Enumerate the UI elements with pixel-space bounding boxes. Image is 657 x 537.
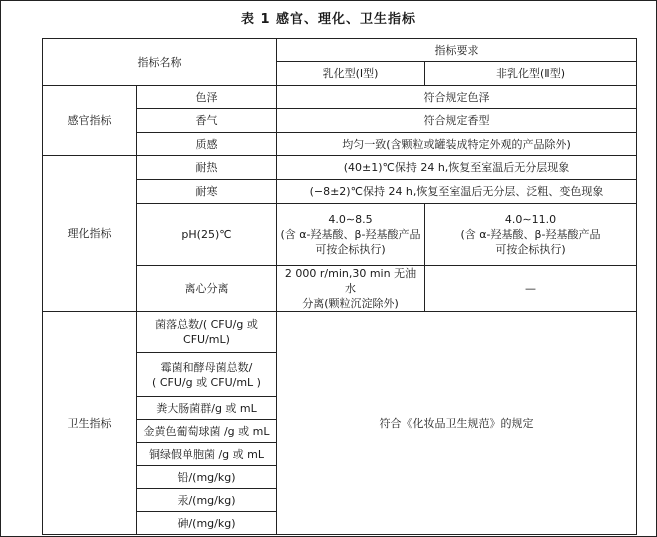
row-name: 香气 [137, 109, 277, 133]
group-hygiene: 卫生指标 [43, 312, 137, 535]
cell-line: 4.0∼8.5 [328, 213, 373, 226]
row-name: 耐热 [137, 156, 277, 180]
row-name: 铜绿假单胞菌 /g 或 mL [137, 443, 277, 466]
header-emulsified: 乳化型(Ⅰ型) [277, 62, 425, 86]
row-name: 铅/(mg/kg) [137, 466, 277, 489]
row-name: 金黄色葡萄球菌 /g 或 mL [137, 420, 277, 443]
row-value: 符合规定香型 [277, 109, 637, 133]
centrifuge-emulsified-cell [277, 266, 425, 312]
group-physchem: 理化指标 [43, 156, 137, 312]
row-name: 质感 [137, 133, 277, 156]
table-caption: 表 1 感官、理化、卫生指标 [240, 12, 417, 27]
cell-line: 4.0∼11.0 [504, 213, 557, 226]
row-name: 砷/(mg/kg) [137, 512, 277, 535]
row-name [137, 353, 277, 397]
cell-line: 2 000 r/min,30 min 无油水 [284, 267, 417, 295]
header-indicator-name: 指标名称 [43, 39, 277, 86]
row-value: 均匀一致(含颗粒或罐装成特定外观的产品除外) [277, 133, 637, 156]
table-row [43, 156, 637, 180]
row-name: pH(25)℃ [137, 204, 277, 266]
row-name: 色泽 [137, 86, 277, 109]
row-name: 耐寒 [137, 180, 277, 204]
cell-line: 分离(颗粒沉淀除外) [302, 297, 399, 310]
row-value: 符合规定色泽 [277, 86, 637, 109]
centrifuge-non-emulsified-cell: — [425, 266, 637, 312]
table-row [43, 312, 637, 353]
row-value: (−8±2)℃保持 24 h,恢复至室温后无分层、泛粗、变色现象 [277, 180, 637, 204]
hygiene-value: 符合《化妆品卫生规范》的规定 [277, 312, 637, 535]
header-requirements: 指标要求 [277, 39, 637, 62]
cell-line: (含 α-羟基酸、β-羟基酸产品 [460, 228, 601, 241]
header-row [43, 39, 637, 62]
cell-line: 霉菌和酵母菌总数/ [160, 360, 253, 374]
group-sensory: 感官指标 [43, 86, 137, 156]
table-row [43, 86, 637, 109]
header-non-emulsified: 非乳化型(Ⅱ型) [425, 62, 637, 86]
ph-non-emulsified-cell [425, 204, 637, 266]
row-name: 汞/(mg/kg) [137, 489, 277, 512]
row-name: 粪大肠菌群/g 或 mL [137, 397, 277, 420]
row-name [137, 312, 277, 353]
cell-line: 可按企标执行) [315, 243, 386, 256]
cell-line: ( CFU/g 或 CFU/mL ) [152, 375, 261, 389]
spec-table [42, 38, 637, 535]
cell-line: 可按企标执行) [495, 243, 566, 256]
row-name: 离心分离 [137, 266, 277, 312]
ph-emulsified-cell [277, 204, 425, 266]
row-value: (40±1)℃保持 24 h,恢复至室温后无分层现象 [277, 156, 637, 180]
cell-line: 菌落总数/( CFU/g 或 [155, 318, 258, 331]
cell-line: (含 α-羟基酸、β-羟基酸产品 [280, 228, 421, 241]
cell-line: CFU/mL) [183, 333, 230, 346]
